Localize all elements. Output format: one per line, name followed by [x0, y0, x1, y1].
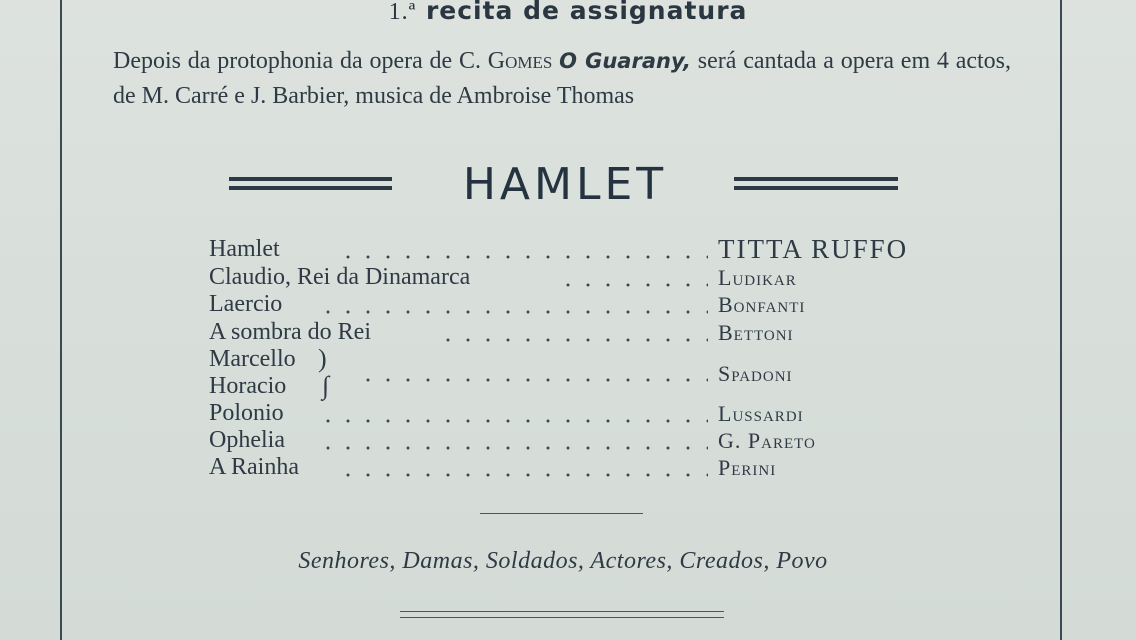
cast-role: Horacio [209, 373, 287, 399]
cast-singer: Lussardi [718, 401, 804, 426]
divider-line [400, 617, 724, 618]
leader-dots [558, 283, 708, 287]
cast-singer: Bonfanti [718, 292, 806, 317]
leader-dots [318, 446, 708, 450]
cast-role: Hamlet [209, 236, 280, 262]
cast-singer: Bettoni [718, 320, 794, 345]
intro-work-title: O Guarany, [559, 49, 691, 73]
leader-dots [318, 310, 708, 314]
cast-role: Ophelia [209, 427, 285, 453]
leader-dots [438, 338, 708, 342]
cast-role: Marcello [209, 346, 296, 372]
brace-bottom: ∫ [322, 371, 330, 400]
leader-dots [338, 255, 708, 259]
cast-singer: Perini [718, 455, 777, 480]
double-divider [400, 611, 724, 620]
cast-singer: TITTA RUFFO [718, 234, 909, 264]
intro-part1: Depois da protophonia da opera de C. [113, 48, 481, 74]
subtitle-ordinal: 1.ª [388, 0, 417, 25]
cast-singer: Spadoni [718, 361, 793, 386]
chorus-line: Senhores, Damas, Soldados, Actores, Creados, Povo [298, 548, 828, 574]
leader-dots [358, 378, 708, 382]
cast-role: Claudio, Rei da Dinamarca [209, 264, 471, 290]
leader-dots [318, 419, 708, 423]
cast-role: Polonio [209, 400, 284, 426]
leader-dots [338, 473, 708, 477]
subtitle-text: recita de assignatura [425, 0, 748, 25]
opera-title: HAMLET [462, 159, 668, 210]
divider-line [400, 611, 724, 612]
intro-part2: será cantada a opera em 4 actos, de M. Carré e J. Barbier, musica de Ambroise Thomas [113, 48, 1012, 109]
cast-singer: Ludikar [718, 265, 797, 290]
cast-role: Laercio [209, 291, 283, 317]
cast-singer: G. Pareto [718, 428, 816, 453]
intro-composer: Gomes [487, 48, 553, 74]
brace-top: ) [318, 344, 327, 373]
cast-role: A sombra do Rei [209, 319, 371, 345]
cast-role: A Rainha [209, 454, 299, 480]
section-divider [480, 513, 643, 514]
